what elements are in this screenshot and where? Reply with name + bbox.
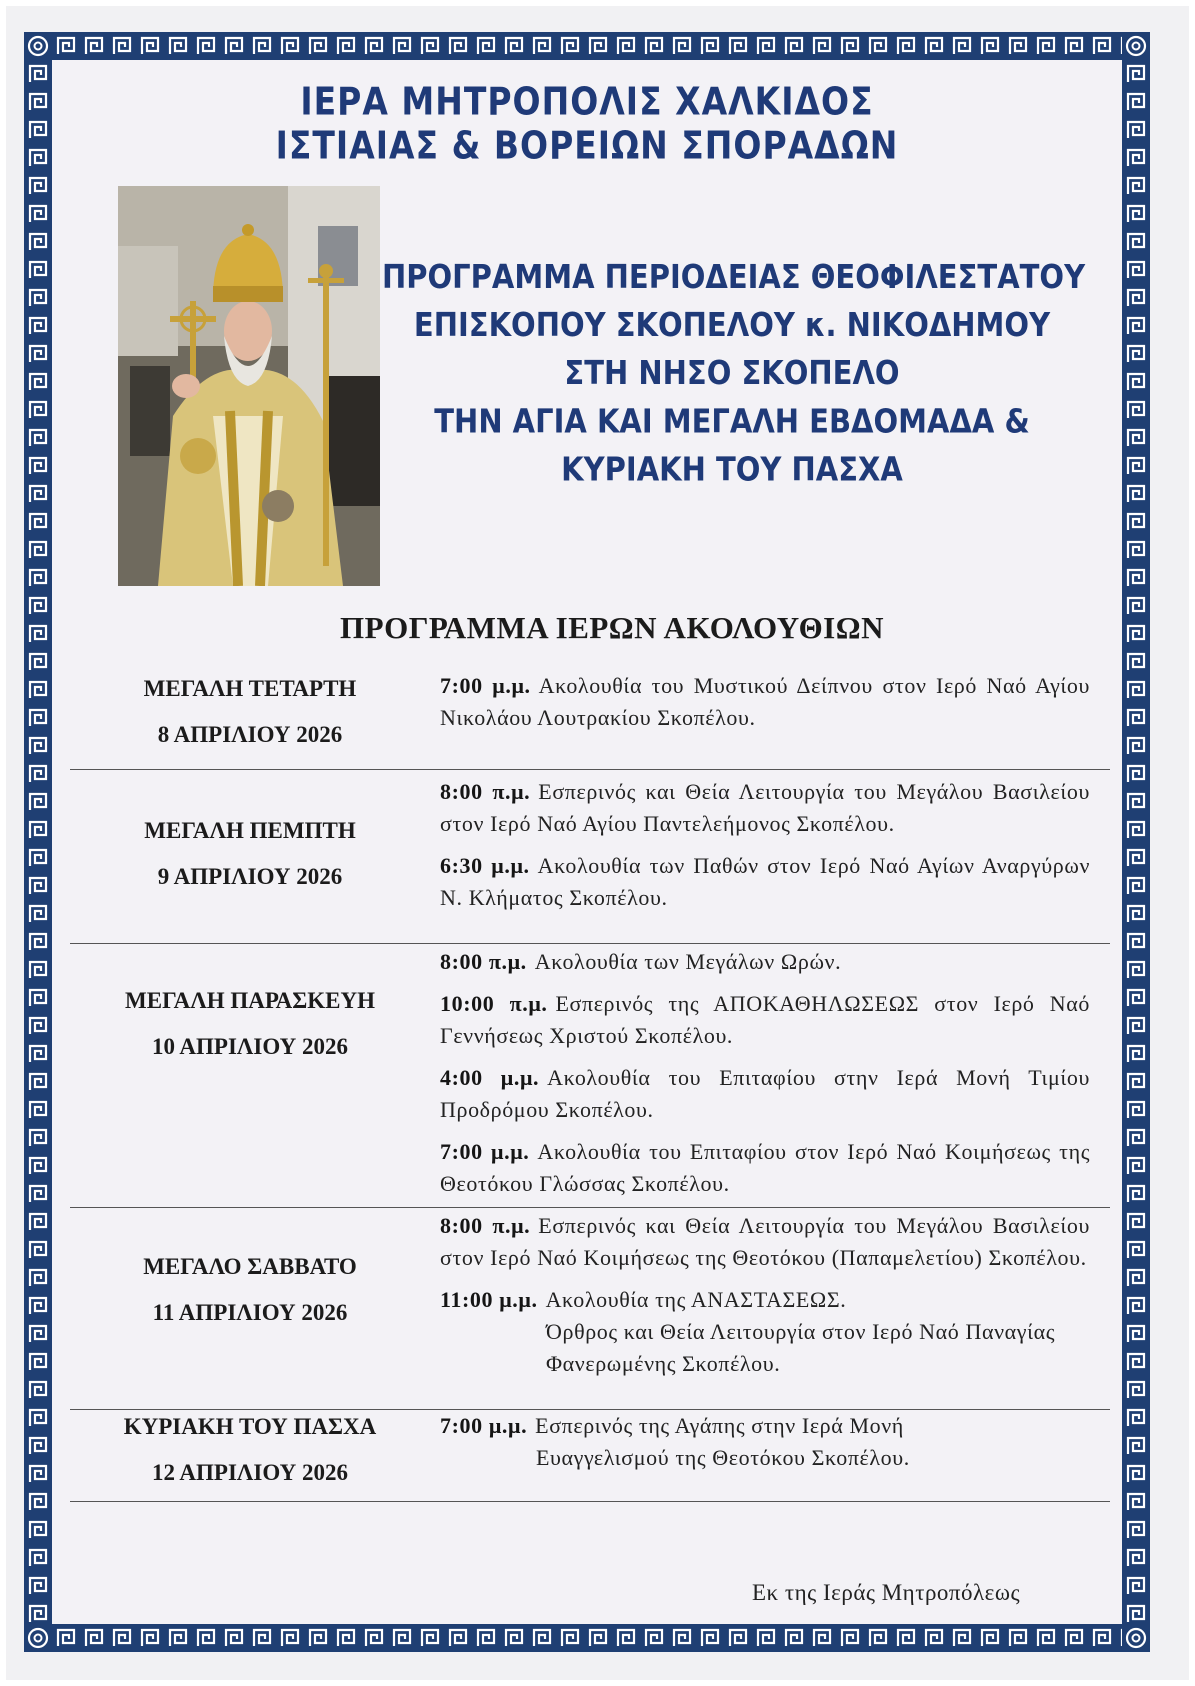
services-schedule <box>70 660 1110 1502</box>
day-cell <box>70 988 430 1060</box>
greek-key-pattern <box>24 32 52 1652</box>
service-description: Ακολουθία των Παθών στον Ιερό Ναό Αγίων Αναργύρων Ν. Κλήματος Σκοπέλου. <box>440 853 1090 910</box>
greek-key-border-left <box>24 32 52 1652</box>
day-events <box>440 776 1090 914</box>
schedule-row <box>70 944 1110 1208</box>
day-events <box>440 1410 1090 1474</box>
service-description: Εσπερινός και Θεία Λειτουργία του Μεγάλου Βασιλείου στον Ιερό Ναό Κοιμήσεως της Θεοτόκου (Παπαμελετίου) Σκοπέλου. <box>440 1213 1090 1270</box>
day-events <box>440 670 1090 734</box>
service-time: 8:00 π.μ. <box>440 1213 531 1238</box>
border-corner-ornament <box>1122 1624 1150 1652</box>
service-description-continued: Όρθρος και Θεία Λειτουργία στον Ιερό Ναό Παναγίας Φανερωμένης Σκοπέλου. <box>546 1319 1056 1376</box>
service-event <box>440 850 1090 914</box>
service-description: Ακολουθία των Μεγάλων Ωρών. <box>534 949 842 974</box>
service-time: 11:00 μ.μ. <box>440 1287 538 1312</box>
schedule-row <box>70 1208 1110 1410</box>
schedule-row <box>70 770 1110 944</box>
day-cell <box>70 1254 430 1326</box>
row-divider <box>70 1501 1110 1502</box>
tour-program-title <box>382 253 1086 494</box>
day-date: 12 ΑΠΡΙΛΙΟΥ 2026 <box>151 1460 349 1485</box>
metropolis-title-line1: ΙΕΡΑ ΜΗΤΡΟΠΟΛΙΣ ΧΑΛΚΙΔΟΣ <box>300 79 874 124</box>
border-corner-ornament <box>24 32 52 60</box>
greek-key-pattern <box>24 32 1150 60</box>
tour-title-line: ΤΗΝ ΑΓΙΑ ΚΑΙ ΜΕΓΑΛΗ ΕΒΔΟΜΑΔΑ & <box>434 402 1030 441</box>
greek-key-border-bottom <box>24 1624 1150 1652</box>
day-cell <box>70 1414 430 1486</box>
issuer-note: Εκ της Ιεράς Μητροπόλεως <box>752 1580 1021 1605</box>
day-events <box>440 946 1090 1200</box>
service-time: 8:00 π.μ. <box>440 779 531 804</box>
day-name: ΜΕΓΑΛΗ ΤΕΤΑΡΤΗ <box>143 676 357 701</box>
greek-key-pattern <box>24 1624 1150 1652</box>
day-cell <box>70 818 430 890</box>
day-cell <box>70 676 430 748</box>
day-name: ΜΕΓΑΛΟ ΣΑΒΒΑΤΟ <box>143 1254 357 1279</box>
greek-key-border-top <box>24 32 1150 60</box>
service-time: 6:30 μ.μ. <box>440 853 530 878</box>
service-description: Ακολουθία του Επιταφίου στην Ιερά Μονή Τιμίου Προδρόμου Σκοπέλου. <box>440 1065 1090 1122</box>
service-event <box>440 988 1090 1052</box>
service-event <box>440 946 1090 978</box>
service-event <box>440 1410 1090 1474</box>
service-time: 10:00 π.μ. <box>440 991 548 1016</box>
day-date: 9 ΑΠΡΙΛΙΟΥ 2026 <box>157 864 343 889</box>
service-time: 4:00 μ.μ. <box>440 1065 540 1090</box>
tour-title-line: ΚΥΡΙΑΚΗ ΤΟΥ ΠΑΣΧΑ <box>561 450 903 489</box>
service-event <box>440 1284 1090 1380</box>
day-date: 8 ΑΠΡΙΛΙΟΥ 2026 <box>157 722 343 747</box>
day-name: ΜΕΓΑΛΗ ΠΑΡΑΣΚΕΥΗ <box>125 988 375 1013</box>
document-content <box>52 60 1122 1624</box>
service-event <box>440 776 1090 840</box>
service-time: 7:00 μ.μ. <box>440 673 531 698</box>
tour-title-line: ΣΤΗ ΝΗΣΟ ΣΚΟΠΕΛΟ <box>564 353 900 392</box>
day-name: ΜΕΓΑΛΗ ΠΕΜΠΤΗ <box>144 818 356 843</box>
greek-key-border-right <box>1122 32 1150 1652</box>
service-event <box>440 670 1090 734</box>
service-description-continued: Ευαγγελισμού της Θεοτόκου Σκοπέλου. <box>536 1445 910 1470</box>
service-event <box>440 1136 1090 1200</box>
metropolis-title-line2: ΙΣΤΙΑΙΑΣ & ΒΟΡΕΙΩΝ ΣΠΟΡΑΔΩΝ <box>275 123 899 168</box>
service-description: Ακολουθία του Μυστικού Δείπνου στον Ιερό Ναό Αγίου Νικολάου Λουτρακίου Σκοπέλου. <box>440 673 1091 730</box>
schedule-row <box>70 660 1110 770</box>
service-time: 8:00 π.μ. <box>440 949 527 974</box>
service-description: Εσπερινός και Θεία Λειτουργία του Μεγάλου Βασιλείου στον Ιερό Ναό Αγίου Παντελεήμονος Σκοπέλου. <box>440 779 1090 836</box>
services-heading: ΠΡΟΓΡΑΜΜΑ ΙΕΡΩΝ ΑΚΟΛΟΥΘΙΩΝ <box>340 610 884 645</box>
day-date: 11 ΑΠΡΙΛΙΟΥ 2026 <box>152 1300 348 1325</box>
border-corner-ornament <box>1122 32 1150 60</box>
day-date: 10 ΑΠΡΙΛΙΟΥ 2026 <box>151 1034 349 1059</box>
greek-key-pattern <box>1122 32 1150 1652</box>
bishop-photo <box>118 186 380 586</box>
service-description: Ακολουθία του Επιταφίου στον Ιερό Ναό Κοιμήσεως της Θεοτόκου Γλώσσας Σκοπέλου. <box>440 1139 1091 1196</box>
service-description: Εσπερινός της ΑΠΟΚΑΘΗΛΩΣΕΩΣ στον Ιερό Ναό Γεννήσεως Χριστού Σκοπέλου. <box>440 991 1090 1048</box>
day-name: ΚΥΡΙΑΚΗ ΤΟΥ ΠΑΣΧΑ <box>123 1414 377 1439</box>
border-corner-ornament <box>24 1624 52 1652</box>
service-description: Εσπερινός της Αγάπης στην Ιερά Μονή <box>535 1413 904 1438</box>
schedule-row <box>70 1410 1110 1502</box>
tour-title-line: ΕΠΙΣΚΟΠΟΥ ΣΚΟΠΕΛΟΥ κ. ΝΙΚΟΔΗΜΟΥ <box>413 305 1051 344</box>
tour-title-line: ΠΡΟΓΡΑΜΜΑ ΠΕΡΙΟΔΕΙΑΣ ΘΕΟΦΙΛΕΣΤΑΤΟΥ <box>382 257 1086 296</box>
day-events <box>440 1210 1090 1380</box>
service-event <box>440 1210 1090 1274</box>
service-time: 7:00 μ.μ. <box>440 1413 528 1438</box>
service-description: Ακολουθία της ΑΝΑΣΤΑΣΕΩΣ. <box>545 1287 847 1312</box>
service-time: 7:00 μ.μ. <box>440 1139 530 1164</box>
service-event <box>440 1062 1090 1126</box>
